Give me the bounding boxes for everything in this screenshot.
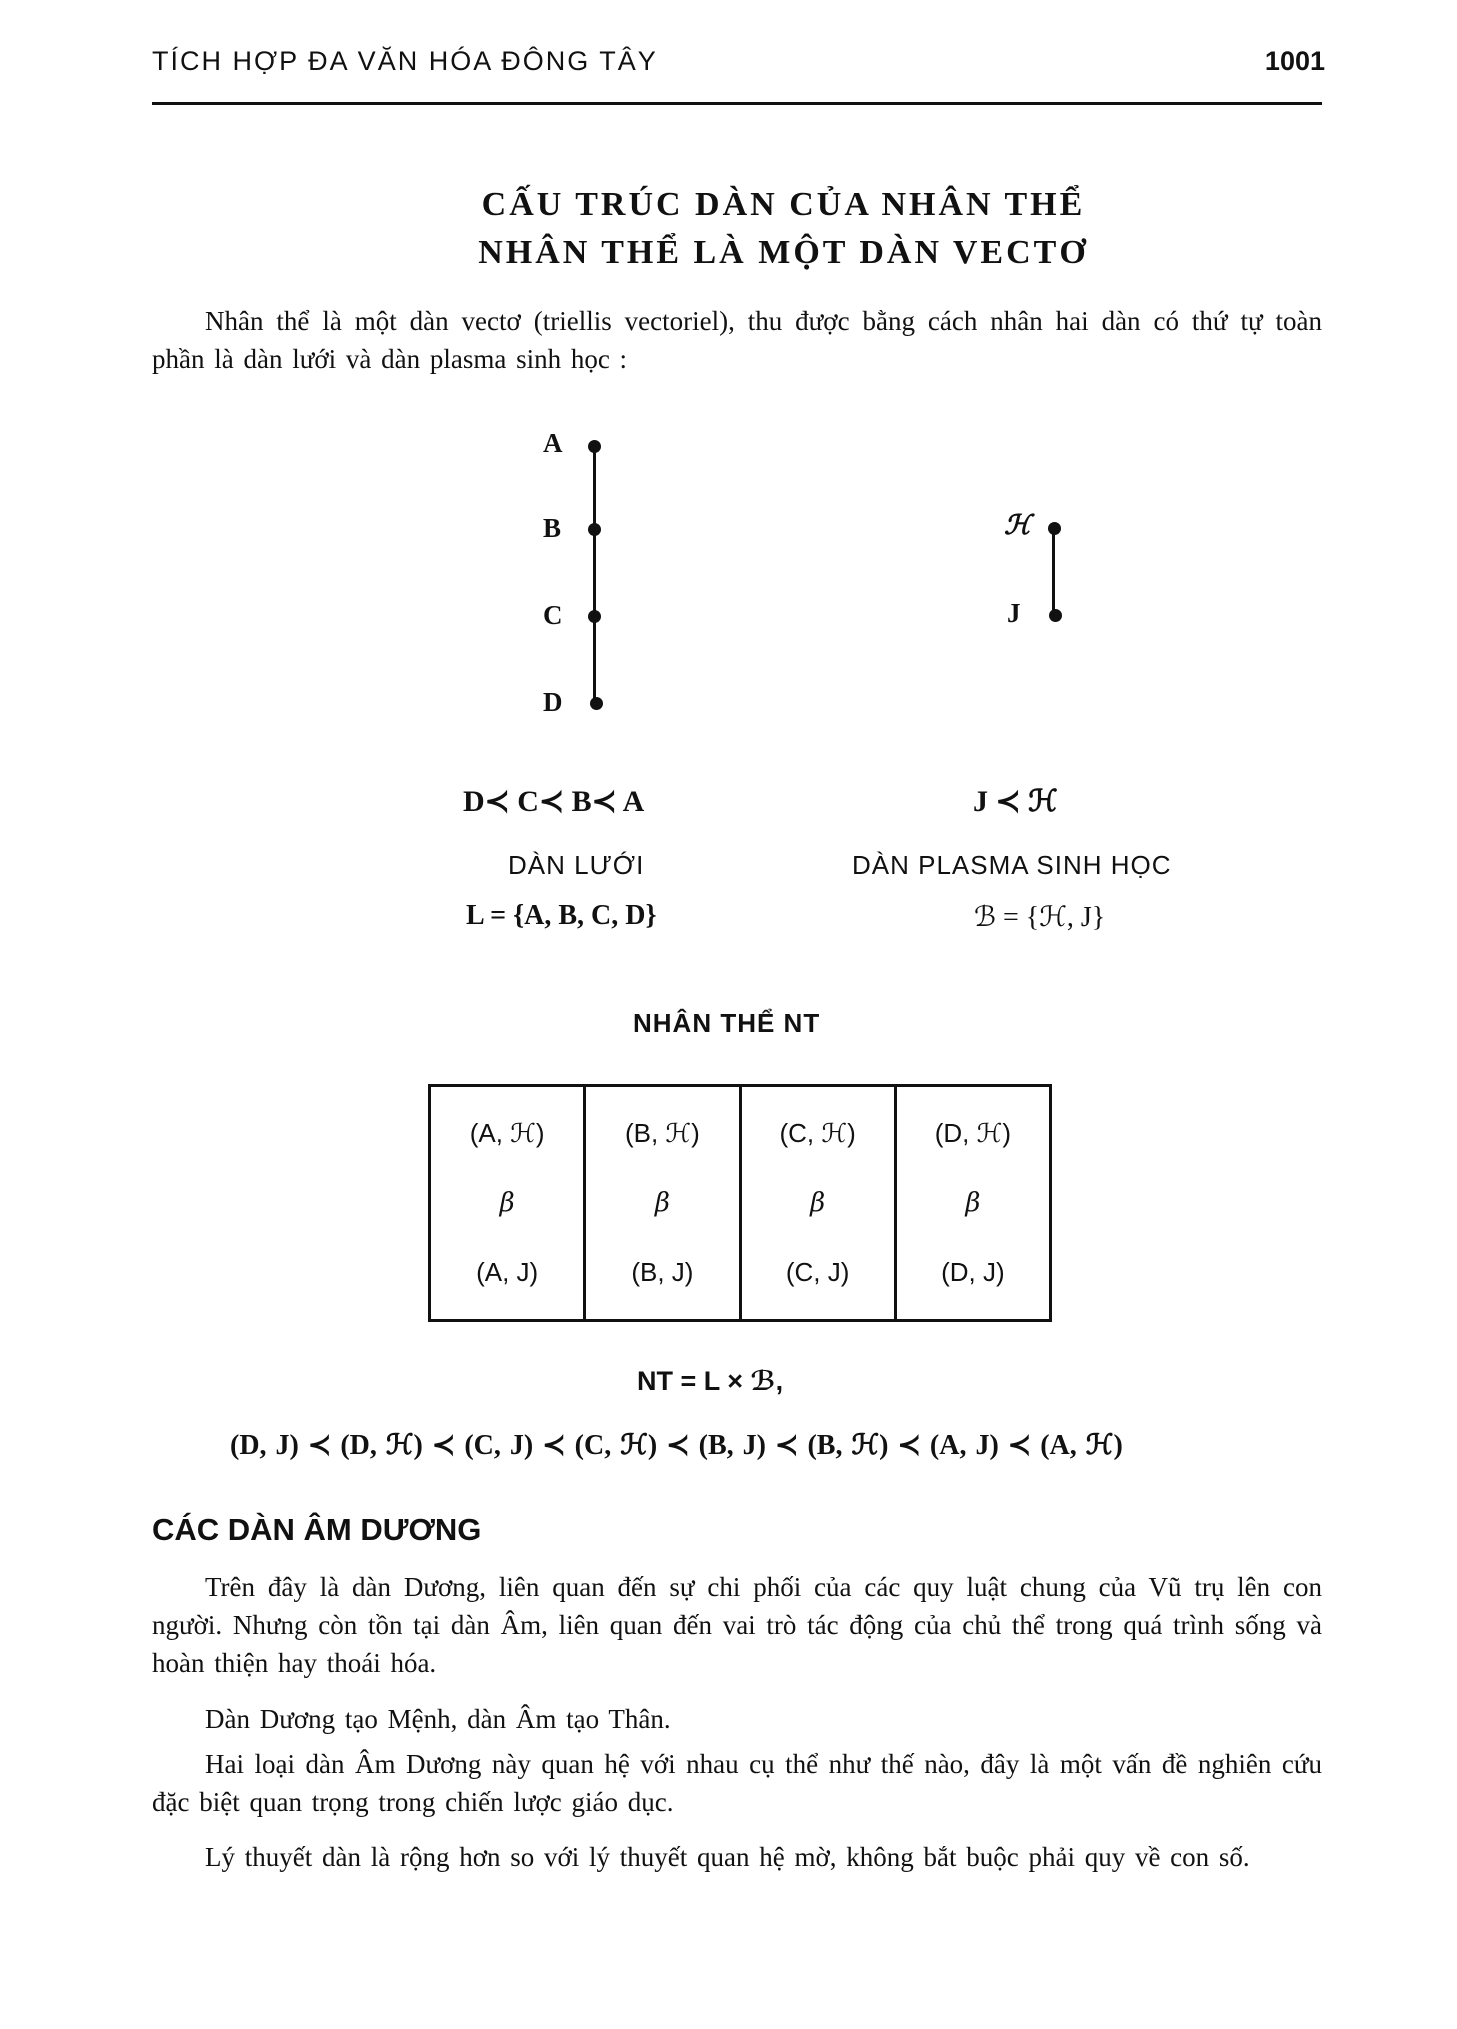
point-j-dot (1049, 609, 1062, 622)
cell-bottom: (D, J) (941, 1256, 1005, 1287)
beta-symbol: β (810, 1187, 826, 1218)
body-paragraph-text: Trên đây là dàn Dương, liên quan đến sự chi phối của các quy luật chung của Vũ trụ lên con người. Nhưng còn tồn tại dàn Âm, liên quan đến vai trò tác động của chủ thể trong quá trình sống và hoàn thiện hay thoái hóa. (152, 1572, 1322, 1678)
point-c-label: C (543, 600, 563, 630)
title-line-1: CẤU TRÚC DÀN CỦA NHÂN THỂ (481, 186, 1086, 223)
body-paragraph (152, 1568, 1322, 1682)
header-rule (152, 102, 1322, 105)
beta-symbol: β (499, 1187, 515, 1218)
body-paragraph (152, 1838, 1322, 1876)
product-order-chain: (D, J) ≺ (D, ℋ) ≺ (C, J) ≺ (C, ℋ) ≺ (B, J) ≺ (B, ℋ) ≺ (A, J) ≺ (A, ℋ) (230, 1430, 1123, 1461)
table-column (897, 1087, 1049, 1319)
product-table (428, 1084, 1052, 1322)
cell-top: (C, ℋ) (779, 1118, 856, 1149)
running-head: TÍCH HỢP ĐA VĂN HÓA ĐÔNG TÂY (152, 46, 658, 76)
body-paragraph (152, 1745, 1322, 1821)
intro-paragraph (152, 302, 1322, 378)
lattice-b-caption: DÀN PLASMA SINH HỌC (852, 850, 1172, 880)
product-heading: NHÂN THỂ NT (633, 1008, 821, 1038)
section-heading: CÁC DÀN ÂM DƯƠNG (152, 1512, 482, 1547)
beta-symbol: β (654, 1187, 670, 1218)
point-h-dot (1048, 522, 1061, 535)
beta-symbol: β (965, 1187, 981, 1218)
point-j-label: J (1007, 598, 1021, 628)
product-formula: NT = L × ℬ, (637, 1366, 784, 1396)
point-d-dot (590, 697, 603, 710)
lattice-l-set: L = {A, B, C, D} (466, 900, 657, 931)
lattice-l-caption: DÀN LƯỚI (508, 850, 645, 880)
point-c-dot (588, 610, 601, 623)
point-b-dot (588, 523, 601, 536)
point-d-label: D (543, 687, 563, 717)
point-a-dot (588, 440, 601, 453)
cell-top: (A, ℋ) (469, 1118, 545, 1149)
table-column (431, 1087, 586, 1319)
body-paragraph-text: Lý thuyết dàn là rộng hơn so với lý thuyết quan hệ mờ, không bắt buộc phải quy về con số. (205, 1842, 1250, 1872)
body-paragraph: Dàn Dương tạo Mệnh, dàn Âm tạo Thân. (205, 1704, 671, 1734)
point-a-label: A (543, 428, 563, 458)
cell-top: (D, ℋ) (934, 1118, 1011, 1149)
cell-top: (B, ℋ) (624, 1118, 700, 1149)
title-line-2: NHÂN THỂ LÀ MỘT DÀN VECTƠ (478, 234, 1089, 271)
page-number: 1001 (1264, 46, 1325, 76)
cell-bottom: (A, J) (476, 1256, 539, 1287)
point-h-label: ℋ (1004, 510, 1031, 540)
lattice-b-order: J ≺ ℋ (973, 785, 1058, 818)
lattice-l-line (593, 445, 596, 705)
intro-text: Nhân thể là một dàn vectơ (triellis vectoriel), thu được bằng cách nhân hai dàn có thứ tự toàn phần là dàn lưới và dàn plasma sinh học : (152, 306, 1322, 374)
lattice-b-line (1052, 530, 1055, 615)
lattice-l-order: D≺ C≺ B≺ A (463, 785, 645, 818)
table-column (742, 1087, 897, 1319)
cell-bottom: (B, J) (631, 1256, 694, 1287)
body-paragraph-text: Hai loại dàn Âm Dương này quan hệ với nhau cụ thể như thế nào, đây là một vấn đề nghiên cứu đặc biệt quan trọng trong chiến lược giáo dục. (152, 1749, 1322, 1817)
point-b-label: B (543, 513, 562, 543)
table-column (586, 1087, 741, 1319)
lattice-b-set: ℬ = {ℋ, J} (974, 902, 1106, 933)
cell-bottom: (C, J) (785, 1256, 850, 1287)
